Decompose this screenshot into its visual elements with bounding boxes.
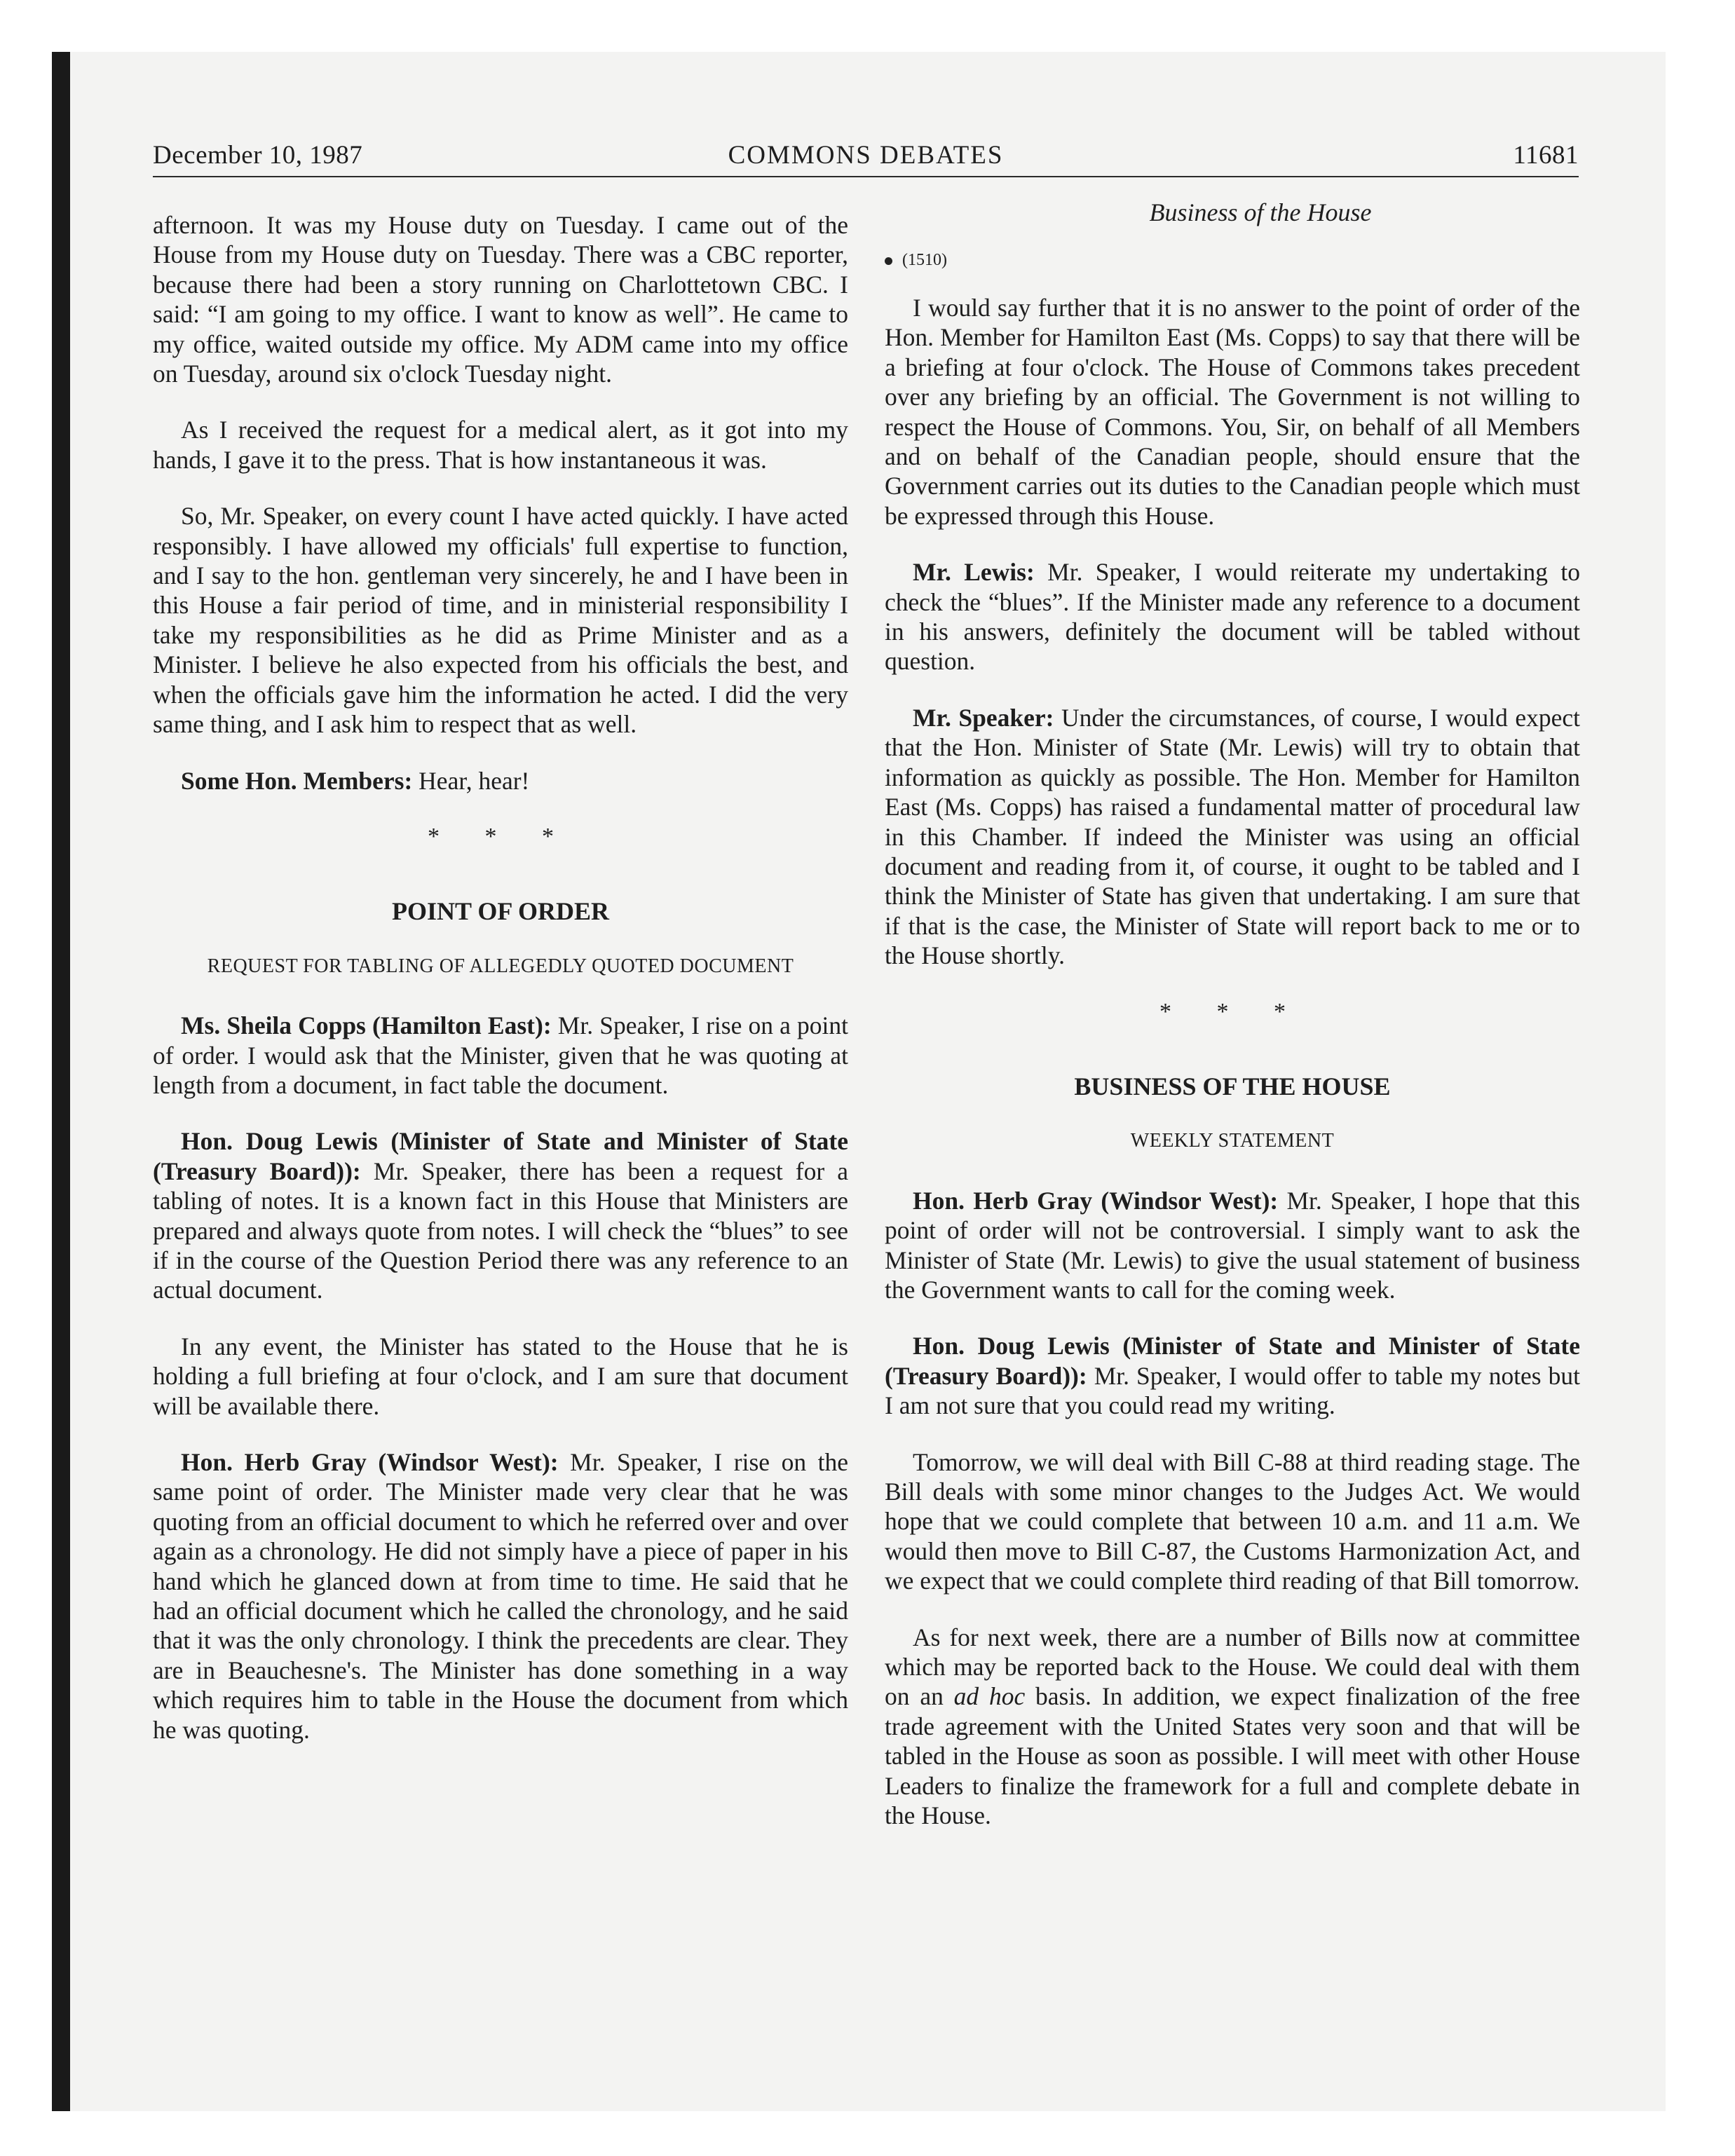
emphasis-text: ad hoc: [953, 1682, 1026, 1711]
section-subheading: REQUEST FOR TABLING OF ALLEGEDLY QUOTED DOCUMENT: [207, 955, 794, 977]
speaker-name: Mr. Lewis:: [913, 558, 1035, 587]
speaker-name: Hon. Doug Lewis (Minister of State and Minister of State (Treasury Board)):: [153, 1127, 848, 1185]
header-title: COMMONS DEBATES: [728, 141, 1004, 170]
speaker-name: Hon. Herb Gray (Windsor West):: [913, 1186, 1279, 1215]
binding-edge: [52, 52, 70, 2111]
paragraph: [153, 1011, 848, 1100]
speech-text: Under the circumstances, of course, I would expect that the Hon. Minister of State (Mr. Lewis) will try to obtain that information as quickly as possible. The Hon. Member for Hamilton East (Ms. Copps) has raised a fundamental matter of procedural law in this Chamber. If indeed the Minister was using an official document and reading from it, of course, it ought to be tabled and I think the Minister of State has given that undertaking. I am sure that if that is the case, the Minister of State will report back to me or to the House shortly.: [885, 703, 1581, 970]
paragraph: [885, 703, 1580, 971]
section-separator: * * *: [428, 823, 573, 850]
paragraph: As I received the request for a medical alert, as it got into my hands, I gave it to the press. That is how instantaneous it was.: [153, 416, 848, 474]
section-heading: POINT OF ORDER: [391, 897, 610, 926]
speaker-name: Ms. Sheila Copps (Hamilton East):: [181, 1011, 552, 1040]
speech-text: Mr. Speaker, I rise on the same point of order. The Minister made very clear that he was quoting from an official document to which he referred over and over again as a chronology. He did not simply have a piece of paper in his hand which he glanced down at from time to time. He said that he had an official document which he called the chronology, and he said that it was the only chronology. I think the precedents are clear. They are in Beauchesne's. The Minister has done something in a way which requires him to table in the House the document from which he was quoting.: [153, 1448, 848, 1744]
page-number: 11681: [1513, 141, 1579, 170]
running-head: Business of the House: [1149, 198, 1372, 226]
speech-text: As for next week, there are a number of Bills now at committee which may be reported back to the House. We could deal with them on an: [885, 1623, 1580, 1711]
paragraph: [153, 1126, 848, 1304]
paragraph: So, Mr. Speaker, on every count I have acted quickly. I have acted responsibly. I have allowed my officials' full expertise to function, and I say to the hon. gentleman very sincerely, he and I have been in this House a fair period of time, and in ministerial responsibility I take my responsibilities as he did as Prime Minister and as a Minister. I believe he also expected from his officials the best, and when the officials gave him the information he acted. I did the very same thing, and I ask him to respect that as well.: [153, 502, 848, 739]
left-column: [153, 210, 848, 1771]
speaker-name: Mr. Speaker:: [913, 703, 1054, 732]
speech-text: Mr. Speaker, I would offer to table my notes but I am not sure that you could read my writing.: [885, 1361, 1580, 1420]
page-header: [153, 140, 1579, 179]
right-column: [885, 198, 1580, 1857]
time-marker: [885, 245, 1580, 269]
paragraph: [885, 557, 1580, 676]
paragraph: Tomorrow, we will deal with Bill C-88 at third reading stage. The Bill deals with some minor changes to the Judges Act. We would hope that we could complete that between 10 a.m. and 11 a.m. We would then move to Bill C-87, the Customs Harmonization Act, and we expect that we could complete third reading of that Bill tomorrow.: [885, 1447, 1580, 1595]
bullet-icon: [885, 257, 892, 265]
time-marker-text: (1510): [902, 251, 947, 269]
paragraph: [885, 1623, 1580, 1831]
speech-text: Mr. Speaker, I rise on a point of order. I would ask that the Minister, given that he was quoting at length from a document, in fact table the document.: [153, 1011, 848, 1099]
speech-text: Mr. Speaker, I would reiterate my undertaking to check the “blues”. If the Minister made any reference to a document in his answers, definitely the document will be tabled without question.: [885, 558, 1580, 676]
paragraph: [885, 1186, 1580, 1305]
speaker-name: Some Hon. Members:: [181, 766, 413, 795]
paragraph: In any event, the Minister has stated to the House that he is holding a full briefing at four o'clock, and I am sure that document will be available there.: [153, 1332, 848, 1420]
speech-text: Mr. Speaker, there has been a request for a tabling of notes. It is a known fact in this House that Ministers are prepared and always quote from notes. I will check the “blues” to see if in the course of the Question Period there was any reference to an actual document.: [153, 1157, 848, 1304]
section-subheading: WEEKLY STATEMENT: [1130, 1130, 1335, 1152]
header-rule: [153, 176, 1579, 177]
speaker-name: Hon. Doug Lewis (Minister of State and Minister of State (Treasury Board)):: [885, 1332, 1580, 1390]
paragraph: [153, 1447, 848, 1745]
speech-text: Mr. Speaker, I hope that this point of order will not be controversial. I simply want to ask the Minister of State (Mr. Lewis) to give the usual statement of business the Government wants to call for the coming week.: [885, 1186, 1580, 1304]
speech-text: basis. In addition, we expect finalization of the free trade agreement with the United States very soon and that will be tabled in the House as soon as possible. I will meet with other House Leaders to finalize the framework for a full and complete debate in the House.: [885, 1682, 1580, 1830]
header-date: December 10, 1987: [153, 141, 363, 170]
paragraph: I would say further that it is no answer to the point of order of the Hon. Member for Hamilton East (Ms. Copps) to say that there will be a briefing at four o'clock. The House of Commons takes precedent over any briefing by an official. The Government is not willing to respect the House of Commons. You, Sir, on behalf of all Members and on behalf of the Canadian people, should ensure that the Government carries out its duties to the Canadian people which must be expressed through this House.: [885, 294, 1580, 530]
section-separator: * * *: [1159, 998, 1305, 1025]
paragraph: afternoon. It was my House duty on Tuesday. I came out of the House from my House duty on Tuesday. There was a CBC reporter, because there had been a story running on Charlottetown CBC. I said: “I am going to my office. I want to know as well”. He came to my office, waited outside my office. My ADM came into my office on Tuesday, around six o'clock Tuesday night.: [153, 211, 848, 388]
speech-text: Hear, hear!: [412, 766, 530, 795]
paragraph: [885, 1331, 1580, 1420]
section-heading: BUSINESS OF THE HOUSE: [1074, 1072, 1391, 1100]
speaker-name: Hon. Herb Gray (Windsor West):: [181, 1448, 559, 1476]
paragraph: [153, 766, 848, 796]
